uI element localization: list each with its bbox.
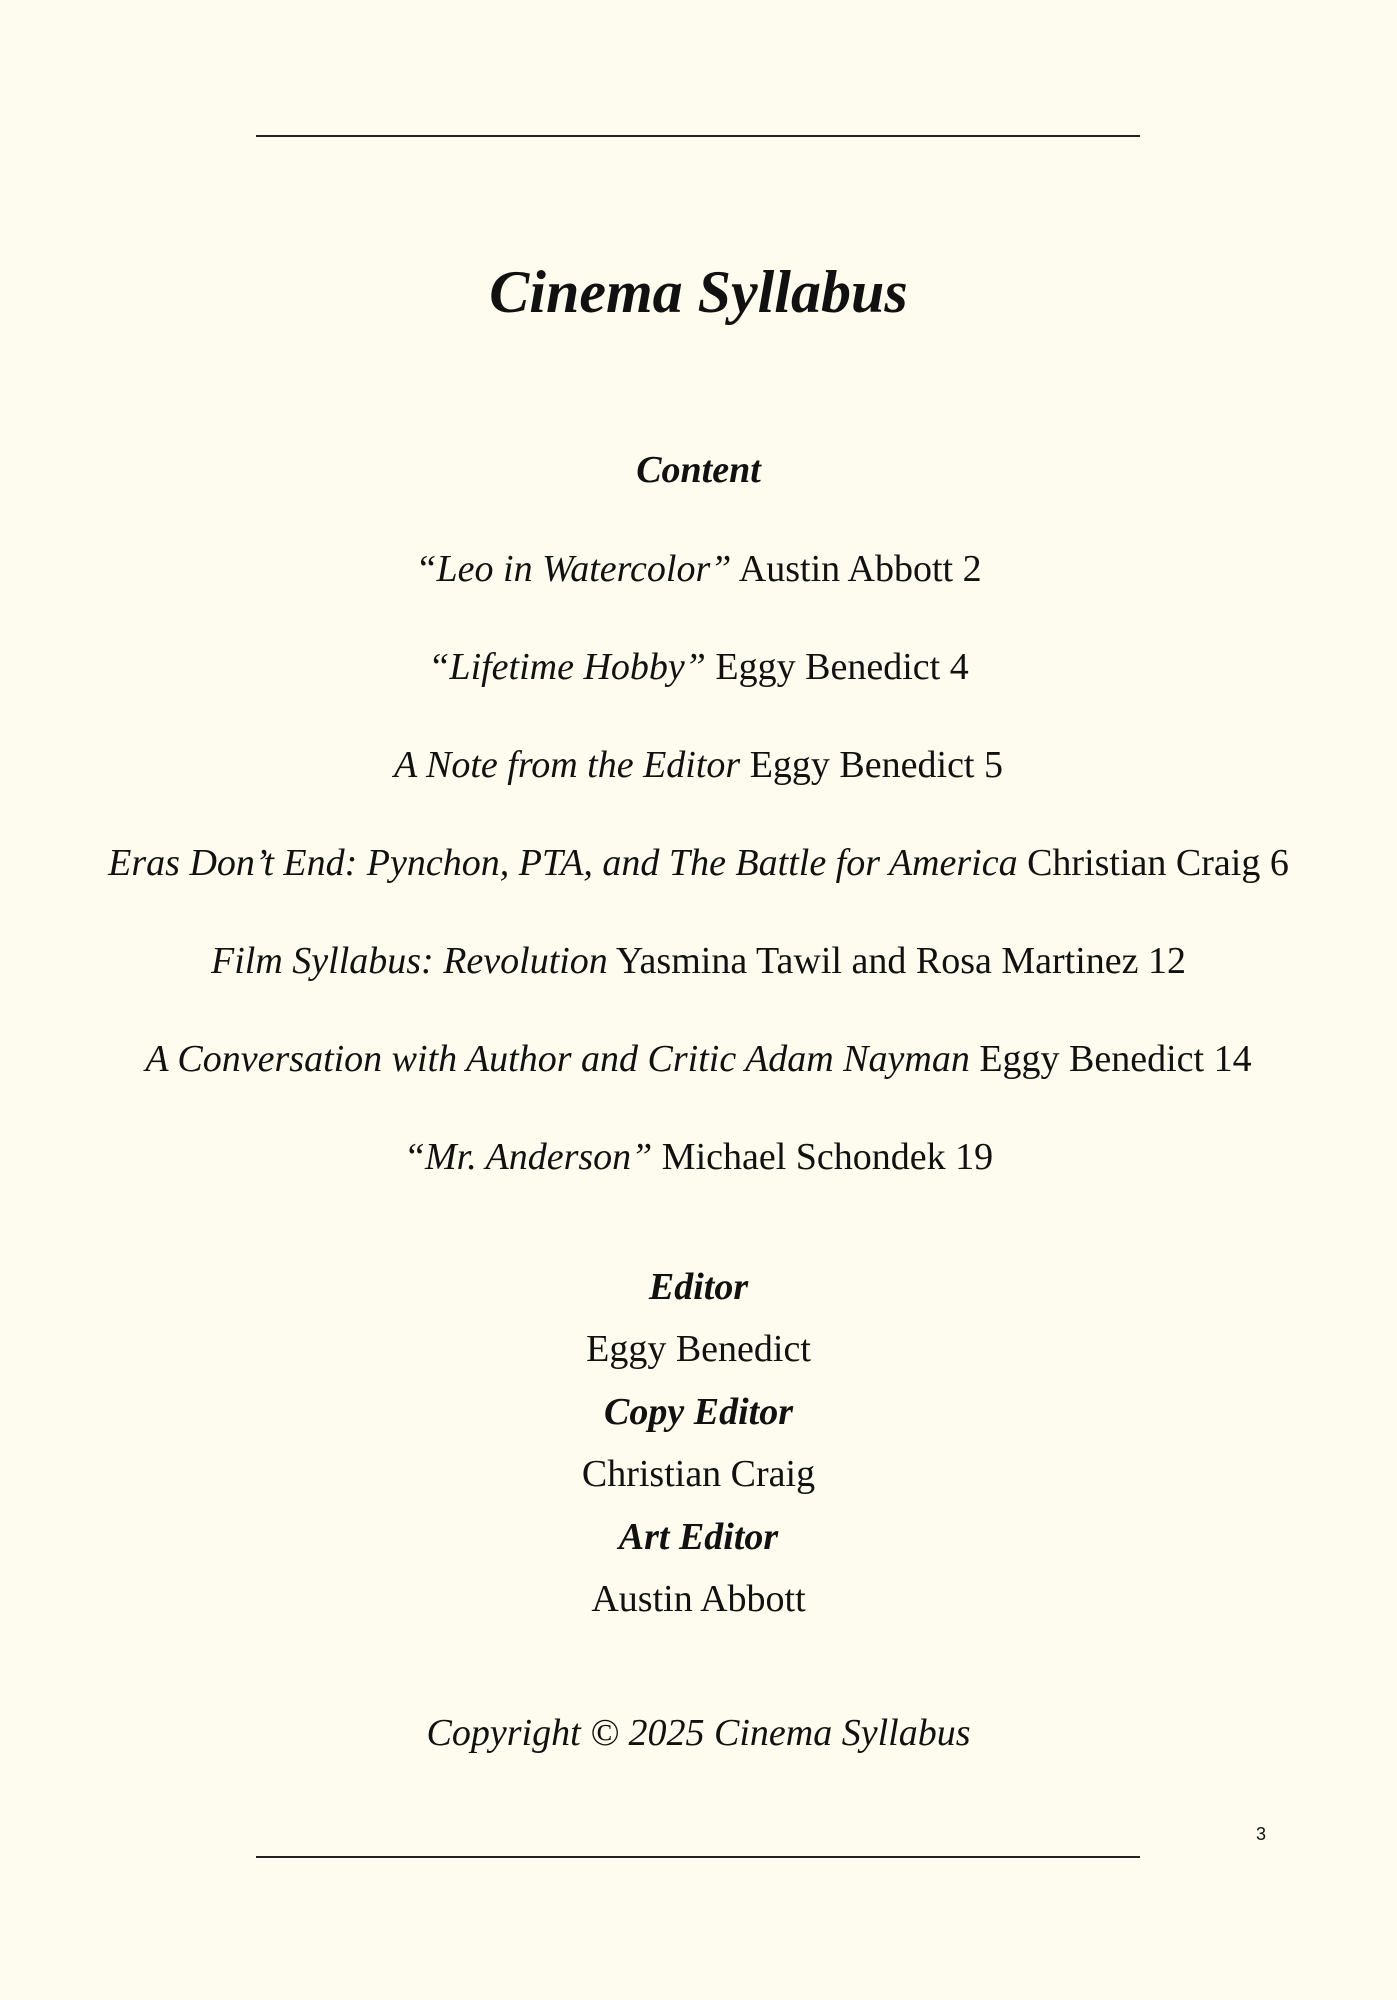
masthead-role-editor: Editor [648,1266,749,1308]
toc-entry [0,936,1397,1034]
masthead-name-copy-editor: Christian Craig [581,1453,816,1495]
toc-credit: Yasmina Tawil and Rosa Martinez 12 [615,940,1186,982]
toc-entry [0,1132,1397,1230]
toc-work-title: A Note from the Editor [394,744,741,786]
toc-entry [0,740,1397,838]
toc-work-title: “Lifetime Hobby” [428,646,706,688]
copyright-notice: Copyright © 2025 Cinema Syllabus [426,1712,971,1754]
toc-credit: Eggy Benedict 14 [979,1038,1252,1080]
toc-work-title: Film Syllabus: Revolution [211,940,608,982]
toc-work-title: “Mr. Anderson” [403,1136,653,1178]
top-rule [256,135,1140,137]
toc-entry [0,544,1397,642]
toc-credit: Eggy Benedict 4 [715,646,969,688]
toc-entry [0,838,1397,936]
toc-work-title: A Conversation with Author and Critic Adam Nayman [145,1038,970,1080]
masthead-name-art-editor: Austin Abbott [591,1578,806,1620]
masthead-role-art-editor: Art Editor [618,1516,779,1558]
masthead-role-copy-editor: Copy Editor [604,1391,793,1433]
page-number: 3 [1256,1824,1267,1844]
toc-credit: Austin Abbott 2 [738,548,982,590]
toc-entry [0,642,1397,740]
toc-entry [0,1034,1397,1132]
contents-heading: Content [636,449,761,491]
masthead-name-editor: Eggy Benedict [586,1328,811,1370]
toc-credit: Michael Schondek 19 [661,1136,994,1178]
toc-work-title: Eras Don’t End: Pynchon, PTA, and The Battle for America [108,842,1018,884]
toc-credit: Eggy Benedict 5 [749,744,1003,786]
page-title: Cinema Syllabus [489,259,908,325]
toc-work-title: “Leo in Watercolor” [415,548,732,590]
table-of-contents [0,544,1397,1230]
bottom-rule [256,1856,1140,1858]
masthead [0,1256,1397,1631]
toc-credit: Christian Craig 6 [1027,842,1289,884]
